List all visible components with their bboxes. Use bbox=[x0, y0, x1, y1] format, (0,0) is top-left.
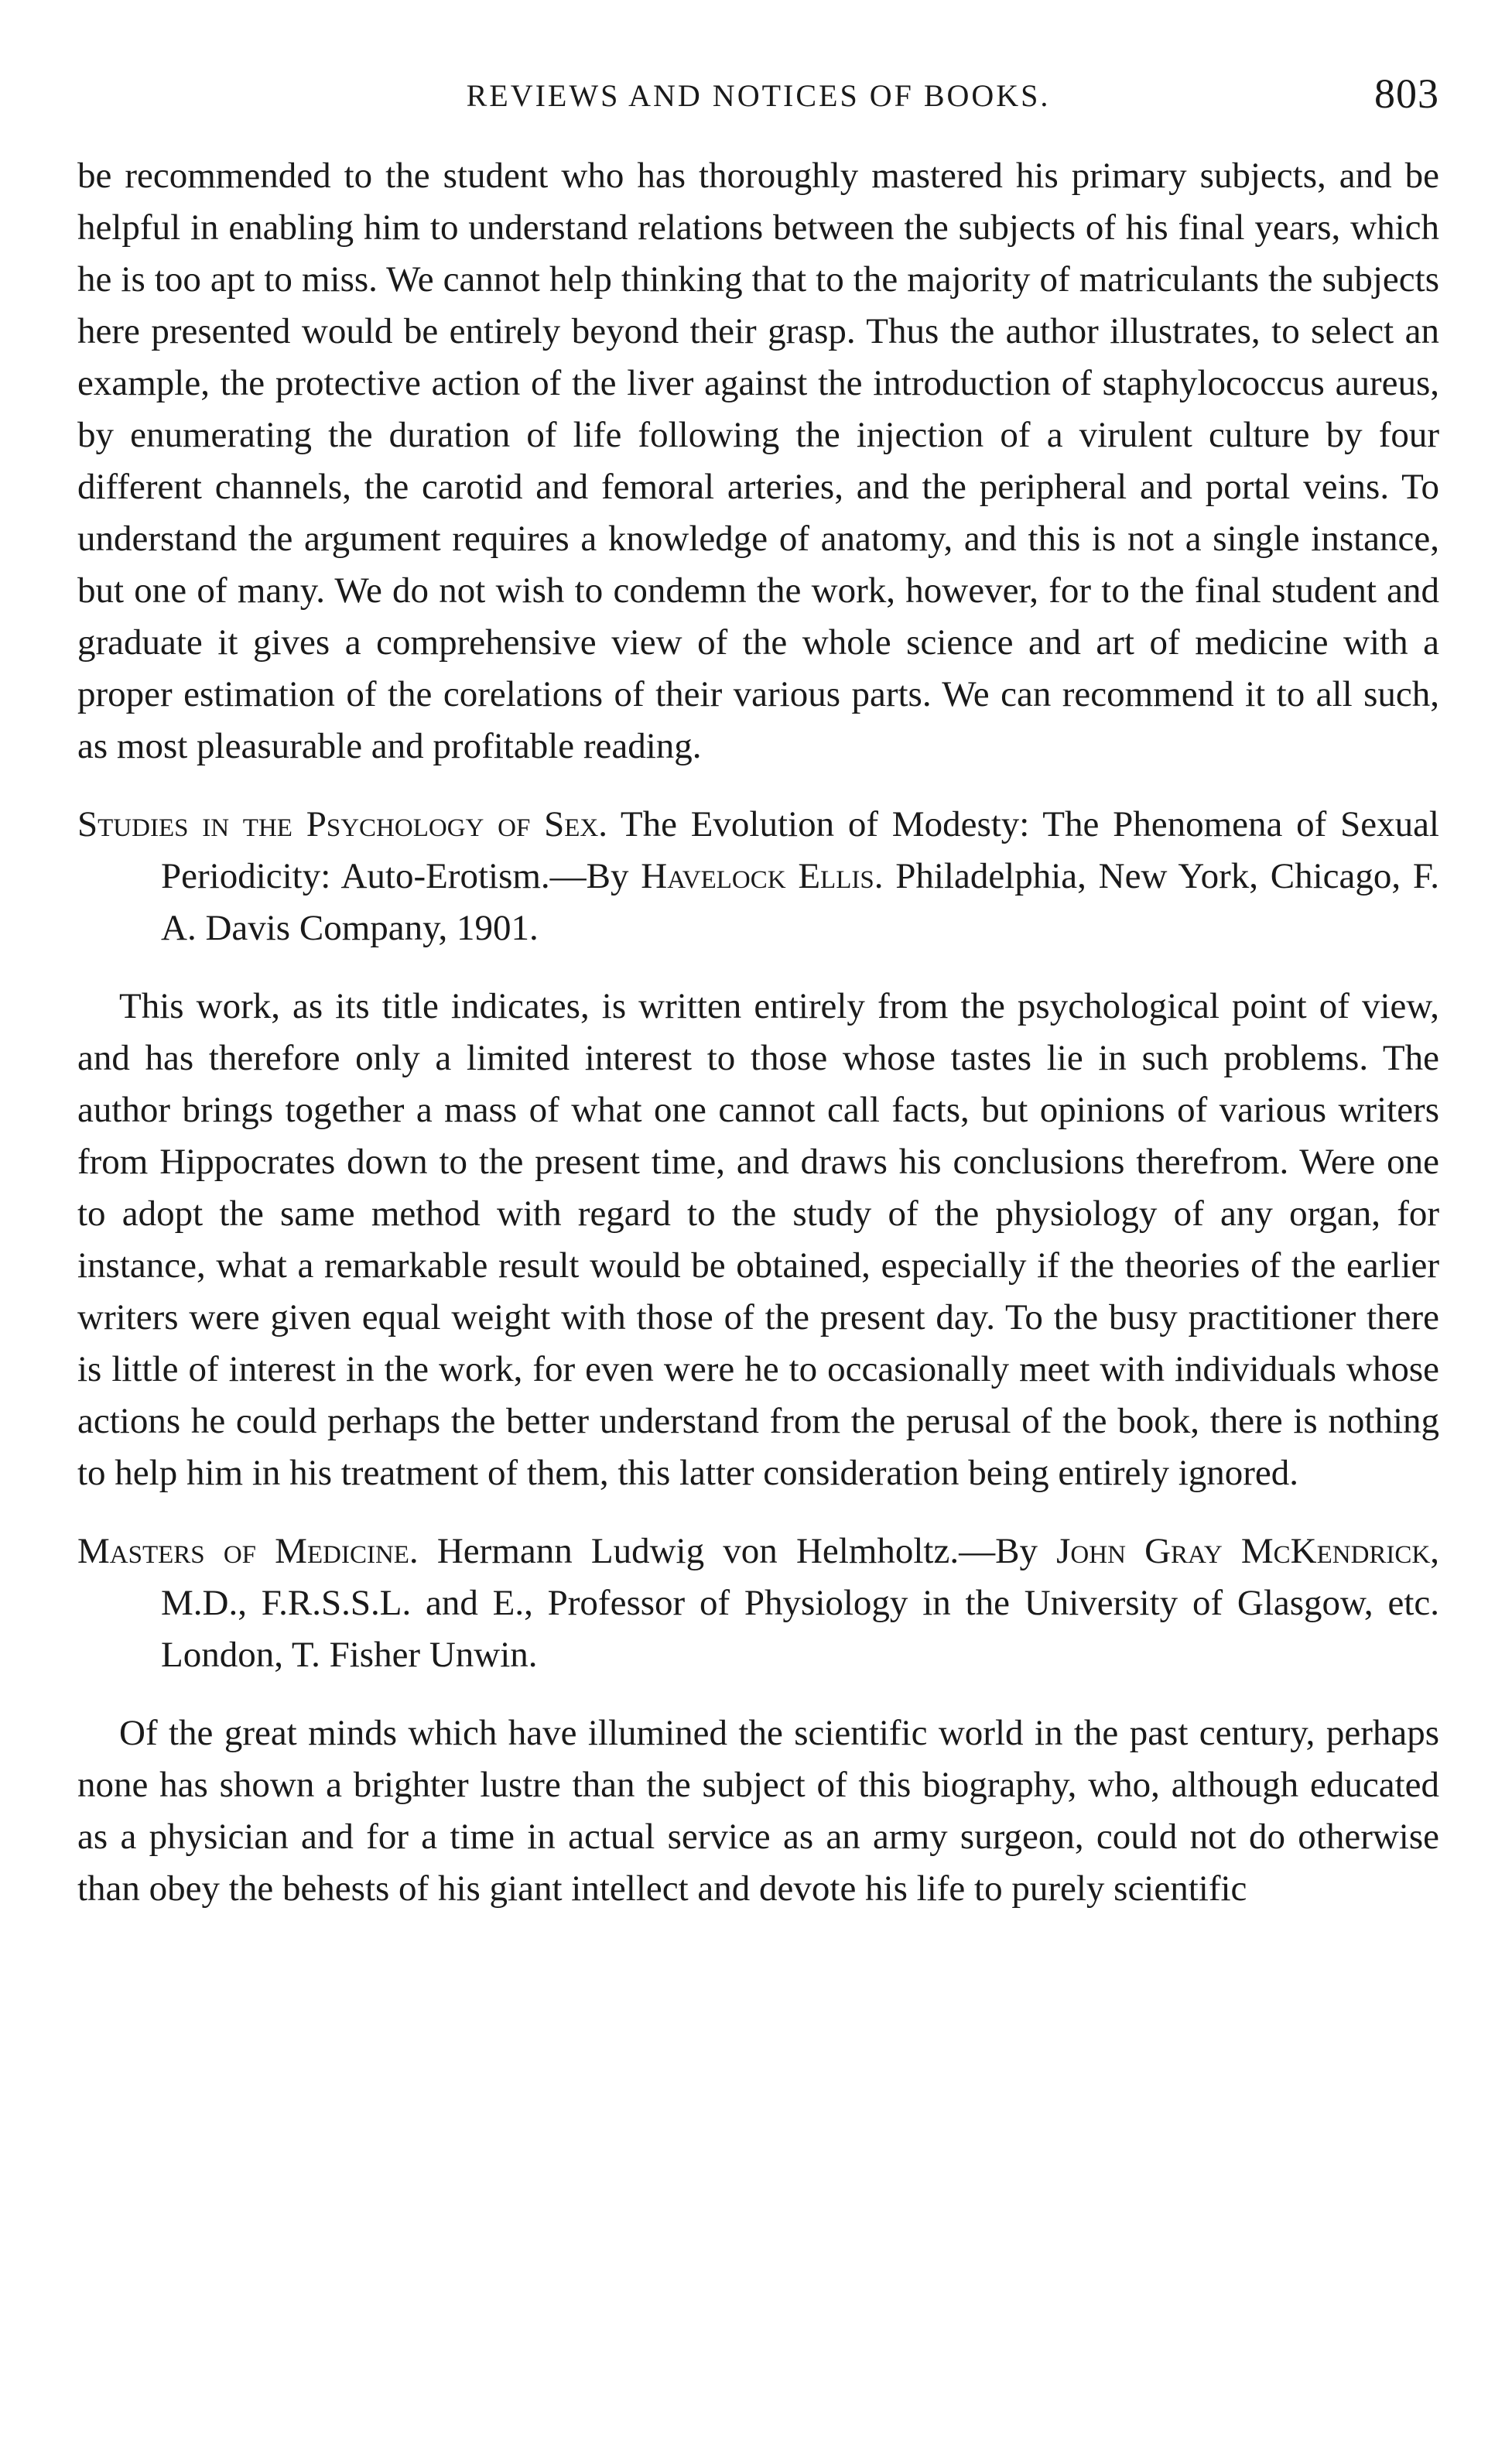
review-publisher: M.D., F.R.S.S.L. and E., Professor of Physiology in the University of Glasgow, etc. London, T. Fisher Unwin. bbox=[161, 1583, 1439, 1675]
running-title: REVIEWS AND NOTICES OF BOOKS. bbox=[466, 78, 1051, 113]
review-body-psychology-of-sex: This work, as its title indicates, is written entirely from the psychological point of view, and has therefore only a limited interest to those whose tastes lie in such problems. The author brings together a mass of what one cannot call facts, but opinions of various writers from Hippocrates down to the present time, and draws his conclusions therefrom. Were one to adopt the same method with regard to the study of the physiology of any organ, for instance, what a remarkable result would be obtained, especially if the theories of the earlier writers were given equal weight with those of the present day. To the busy practitioner there is little of interest in the work, for even were he to occasionally meet with individuals whose actions he could perhaps the better understand from the perusal of the book, there is nothing to help him in his treatment of them, this latter consideration being entirely ignored. bbox=[77, 986, 1439, 1493]
review-heading-psychology-of-sex bbox=[77, 799, 1439, 954]
continued-review-paragraph: be recommended to the student who has thoroughly mastered his primary subjects, and be helpful in enabling him to understand relations between the subjects of his final years, which he is too apt to miss. We cannot help thinking that to the majority of matriculants the subjects here presented would be entirely beyond their grasp. Thus the author illustrates, to select an example, the protective action of the liver against the introduction of staphylococcus aureus, by enumerating the duration of life following the injection of a virulent culture by four different channels, the carotid and femoral arteries, and the peripheral and portal veins. To understand the argument requires a knowledge of anatomy, and this is not a single instance, but one of many. We do not wish to condemn the work, however, for to the final student and graduate it gives a comprehensive view of the whole science and art of medicine with a proper estimation of the corelations of their various parts. We can recommend it to all such, as most pleasurable and profitable reading. bbox=[77, 156, 1439, 766]
review-publisher: Philadelphia, New York, Chicago, F. A. Davis Company, 1901. bbox=[161, 856, 1439, 948]
review-author: John Gray McKendrick, bbox=[1056, 1531, 1439, 1571]
running-head bbox=[77, 68, 1439, 130]
review-author: Havelock Ellis. bbox=[641, 856, 884, 896]
review-book-title: Hermann Ludwig von Helmholtz.—By bbox=[436, 1531, 1038, 1571]
page-number: 803 bbox=[1374, 70, 1439, 117]
review-series: Studies in the Psychology of Sex. bbox=[77, 804, 607, 844]
review-series: Masters of Medicine. bbox=[77, 1531, 419, 1571]
review-body-helmholtz: Of the great minds which have illumined the scientific world in the past century, perhaps none has shown a brighter lustre than the subject of this biography, who, although educated as a physician and for a time in actual service as an army surgeon, could not do otherwise than obey the behests of his giant intellect and devote his life to purely scientific bbox=[77, 1713, 1439, 1909]
page-body bbox=[77, 150, 1439, 1941]
review-book-title: The Evolution of Modesty: The Phenomena of Sexual Periodicity: Auto-Erotism.—By bbox=[161, 804, 1439, 896]
review-heading-helmholtz bbox=[77, 1526, 1439, 1681]
book-page bbox=[77, 0, 1439, 2442]
